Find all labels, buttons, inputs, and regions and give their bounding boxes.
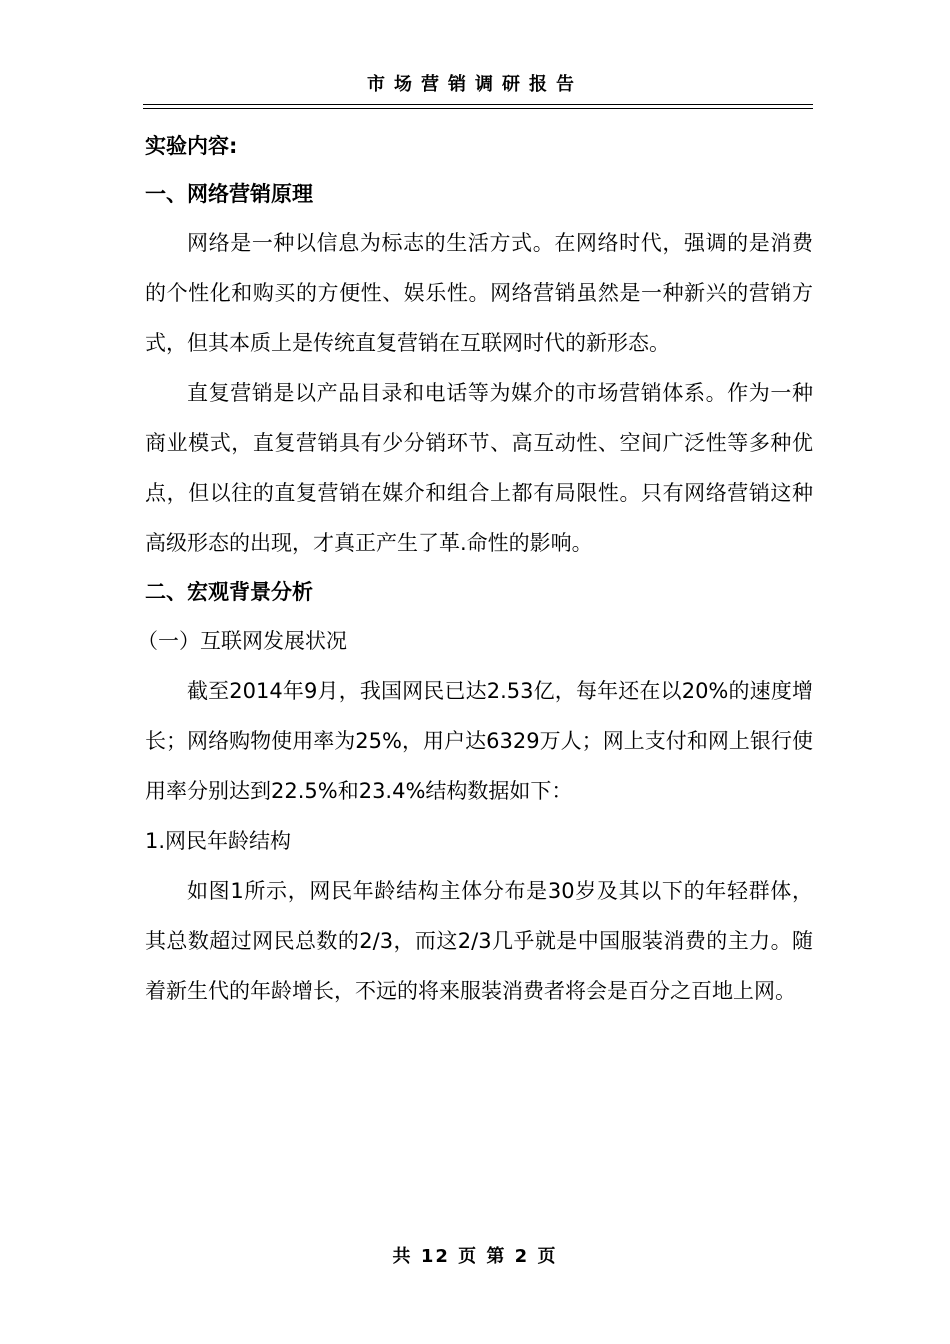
section-1-heading: 一、网络营销原理 <box>145 182 313 206</box>
page-footer: 共 12 页 第 2 页 <box>392 1246 558 1267</box>
subsection-internet-status: （一）互联网发展状况 <box>137 629 347 653</box>
page-header-title: 市场营销调研报告 <box>367 74 583 95</box>
section-1-paragraph-1: 网络是一种以信息为标志的生活方式。在网络时代，强调的是消费的个性化和购买的方便性、娱乐性。网络营销虽然是一种新兴的营销方式，但其本质上是传统直复营销在互联网时代的新形态。 <box>145 231 813 355</box>
subsection-age-structure: 1.网民年龄结构 <box>145 829 292 853</box>
header-divider <box>143 104 813 109</box>
section-2-paragraph-1: 截至2014年9月，我国网民已达2.53亿，每年还在以20%的速度增长；网络购物使用率为25%，用户达6329万人；网上支付和网上银行使用率分别达到22.5%和23.4%结构数据如下： <box>145 679 813 803</box>
section-2-heading: 二、宏观背景分析 <box>145 580 313 604</box>
page-content <box>137 122 813 1016</box>
section-1-paragraph-2: 直复营销是以产品目录和电话等为媒介的市场营销体系。作为一种商业模式，直复营销具有少分销环节、高互动性、空间广泛性等多种优点，但以往的直复营销在媒介和组合上都有局限性。只有网络营销这种高级形态的出现，才真正产生了革.命性的影响。 <box>145 381 813 555</box>
section-label: 实验内容: <box>145 134 238 158</box>
section-2-paragraph-2: 如图1所示，网民年龄结构主体分布是30岁及其以下的年轻群体，其总数超过网民总数的2/3，而这2/3几乎就是中国服装消费的主力。随着新生代的年龄增长，不远的将来服装消费者将会是百分之百地上网。 <box>145 879 813 1003</box>
